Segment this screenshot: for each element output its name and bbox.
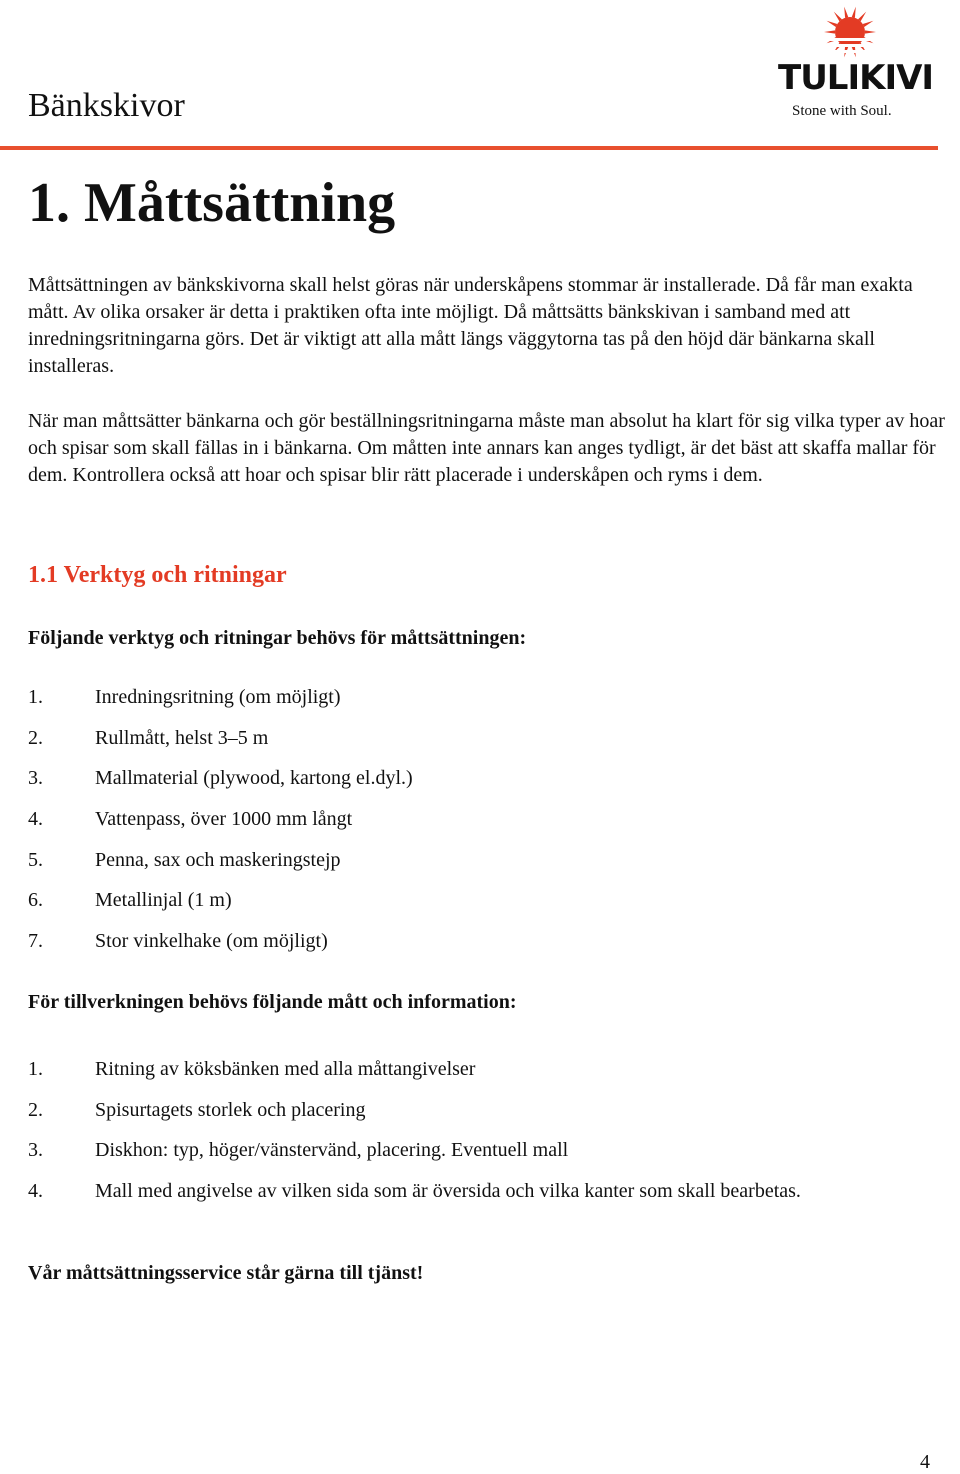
list-item <box>28 1056 948 1097</box>
list-item <box>28 847 948 888</box>
list-item <box>28 1137 948 1178</box>
sun-ray <box>824 30 835 33</box>
document-header-title: Bänkskivor <box>28 87 185 124</box>
tools-list <box>28 684 948 969</box>
list-item-number: 3. <box>28 1139 43 1162</box>
tulikivi-sun-icon <box>822 4 878 60</box>
list-item-text: Stor vinkelhake (om möjligt) <box>95 930 328 953</box>
list-item <box>28 806 948 847</box>
list-item <box>28 725 948 766</box>
list-item-text: Spisurtagets storlek och placering <box>95 1098 366 1121</box>
sun-ray <box>834 12 842 22</box>
info-list-title: För tillverkningen behövs följande mått och information: <box>28 991 517 1013</box>
list-item <box>28 928 948 969</box>
list-item-number: 4. <box>28 808 43 831</box>
sun-ray <box>852 7 856 18</box>
list-item <box>28 887 948 928</box>
list-item-text: Rullmått, helst 3–5 m <box>95 726 269 749</box>
list-item <box>28 1178 948 1219</box>
sun-ray <box>858 12 866 22</box>
list-item-number: 5. <box>28 848 43 871</box>
list-item-number: 2. <box>28 1098 43 1121</box>
list-item-text: Metallinjal (1 m) <box>95 889 232 912</box>
list-item-number: 2. <box>28 726 43 749</box>
closing-line: Vår måttsättningsservice står gärna till tjänst! <box>28 1262 424 1284</box>
list-item-number: 7. <box>28 930 43 953</box>
list-item-number: 4. <box>28 1180 43 1203</box>
list-item-text: Vattenpass, över 1000 mm långt <box>95 808 353 831</box>
intro-paragraph: Måttsättningen av bänkskivorna skall helst göras när underskåpens stommar är installerade. Då får man exakta mått. Av olika orsaker är detta i praktiken ofta inte möjligt. Då måttsätts bänkskivan i samband med att inredningsritningarna görs. Det är viktigt att alla mått längs väggytorna tas på den höjd där bänkarna skall installeras. <box>28 274 913 377</box>
sun-ray <box>863 21 874 27</box>
list-item-text: Mallmaterial (plywood, kartong el.dyl.) <box>95 767 413 790</box>
tulikivi-logo <box>778 4 934 122</box>
list-item <box>28 1097 948 1138</box>
list-item-number: 6. <box>28 889 43 912</box>
tools-list-title: Följande verktyg och ritningar behövs för måttsättningen: <box>28 627 527 649</box>
list-item-number: 1. <box>28 686 43 708</box>
sun-ray <box>827 21 838 27</box>
sun-ray <box>844 7 848 18</box>
list-item-text: Ritning av köksbänken med alla måttangivelser <box>95 1058 476 1080</box>
page-number: 4 <box>920 1451 930 1473</box>
list-item-number: 1. <box>28 1058 43 1080</box>
list-item <box>28 684 948 725</box>
list-item-text: Diskhon: typ, höger/vänstervänd, placering. Eventuell mall <box>95 1139 569 1162</box>
list-item-text: Penna, sax och maskeringstejp <box>95 848 341 871</box>
list-item-number: 3. <box>28 767 43 790</box>
info-list <box>28 1056 948 1219</box>
logo-wordmark: TULIKIVI <box>778 58 934 98</box>
list-item-text: Inredningsritning (om möjligt) <box>95 686 341 708</box>
header-rule <box>0 146 938 150</box>
list-item-text: Mall med angivelse av vilken sida som är översida och vilka kanter som skall bearbetas. <box>95 1180 801 1203</box>
subsection-heading: 1.1 Verktyg och ritningar <box>28 562 287 588</box>
list-item <box>28 765 948 806</box>
section-heading: 1. Måttsättning <box>28 172 396 234</box>
logo-tagline: Stone with Soul. <box>792 103 892 119</box>
sun-ray <box>865 30 876 33</box>
templates-paragraph: När man måttsätter bänkarna och gör beställningsritningarna måste man absolut ha klart för sig vilka typer av hoar och spisar som skall fällas in i bänkarna. Om måtten inte annars kan anges tydligt, är det bäst att skaffa mallar för dem. Kontrollera också att hoar och spisar blir rätt placerade i underskåpen och ryms i dem. <box>28 410 945 486</box>
